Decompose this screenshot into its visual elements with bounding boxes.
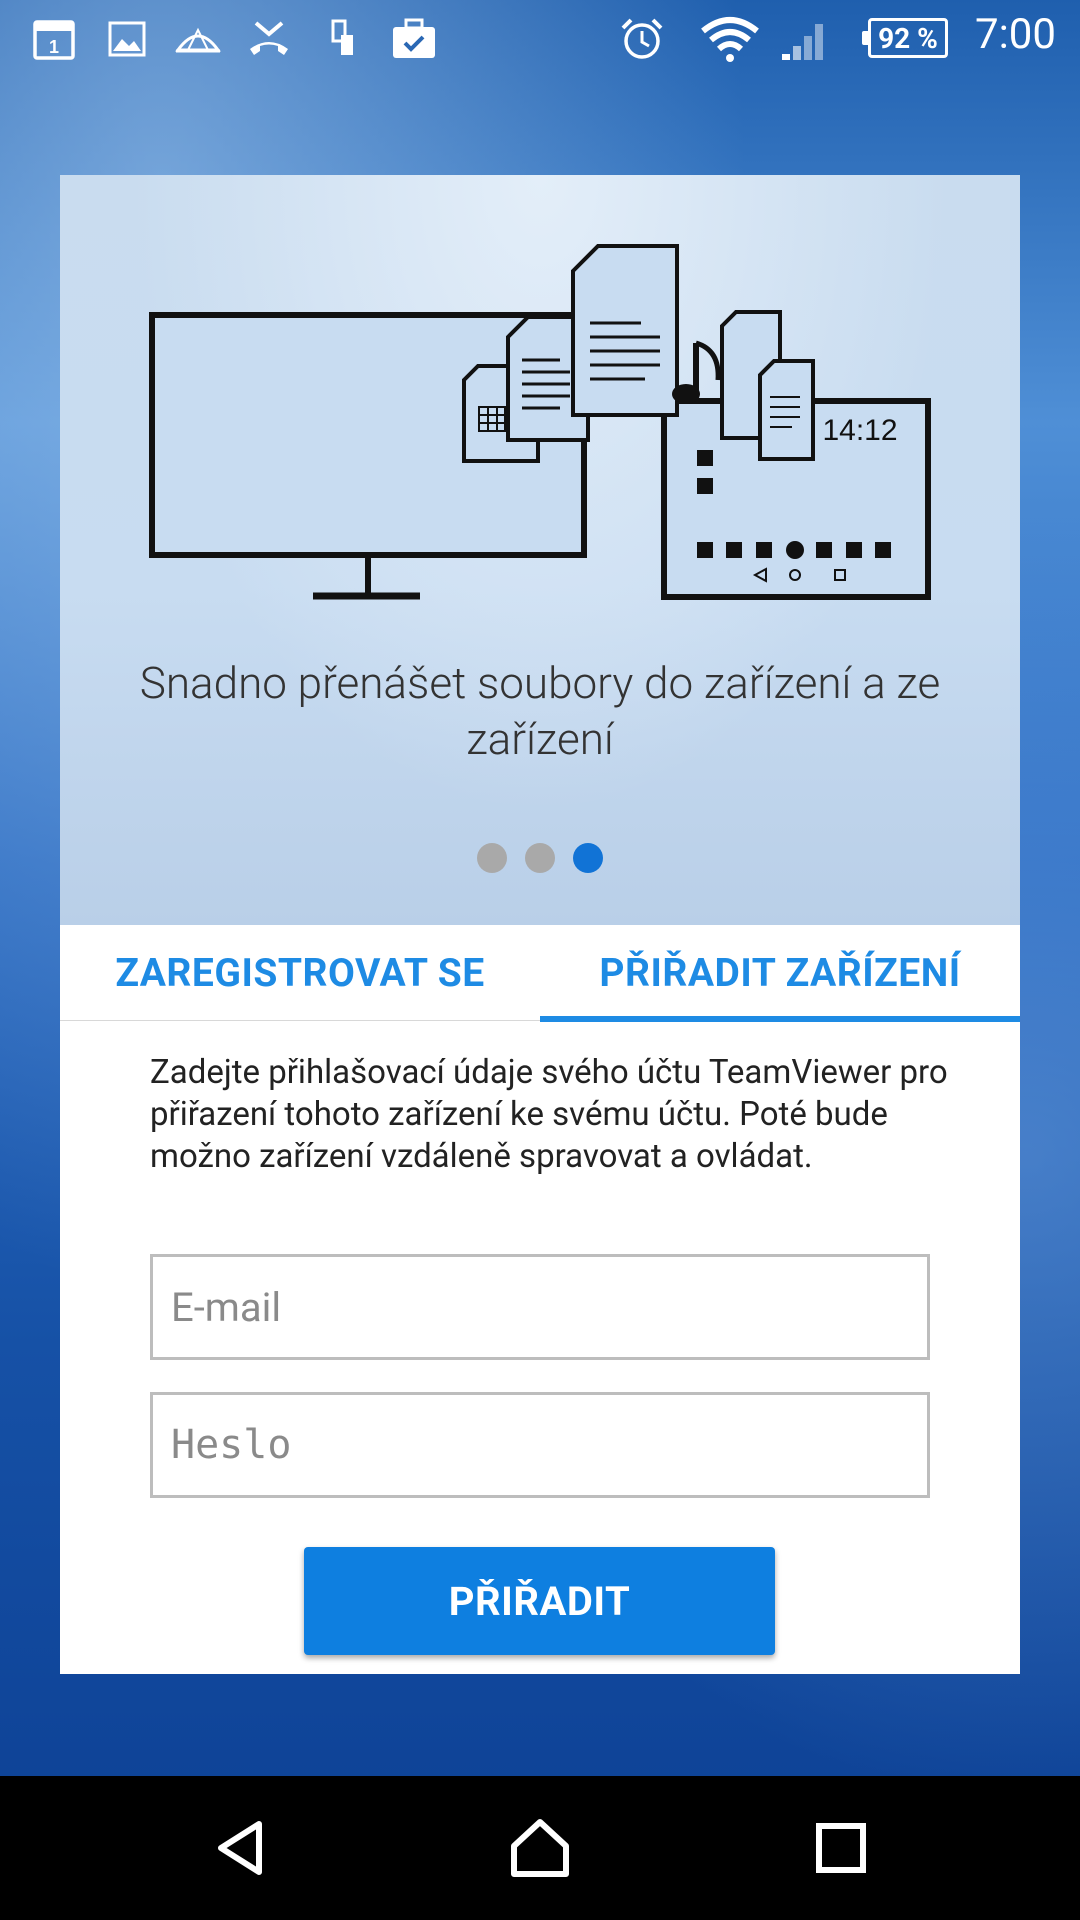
back-button[interactable] — [171, 1776, 311, 1920]
alarm-icon — [618, 16, 666, 62]
recents-icon — [813, 1820, 869, 1876]
file-transfer-illustration — [60, 175, 1020, 635]
gallery-icon — [104, 16, 150, 62]
page-dot-3-active[interactable] — [573, 843, 603, 873]
wifi-icon — [698, 16, 762, 62]
tab-assign-device[interactable]: PŘIŘADIT ZAŘÍZENÍ — [540, 925, 1020, 1021]
battery-icon — [868, 18, 948, 58]
calendar-icon — [30, 16, 78, 62]
status-time: 7:00 — [975, 10, 1056, 59]
cloud-icon — [172, 16, 224, 62]
assign-description: Zadejte přihlašovací údaje svého účtu TeamViewer pro přiřazení tohoto zařízení ke svému účtu. Poté bude možno zařízení vzdáleně spravovat a ovládat. — [150, 1053, 948, 1176]
briefcase-check-icon — [390, 16, 438, 62]
tab-register[interactable]: ZAREGISTROVAT SE — [115, 950, 485, 996]
navigation-bar — [0, 1776, 1080, 1920]
signal-icon — [778, 16, 830, 62]
sim-icon — [326, 16, 360, 62]
password-field[interactable] — [150, 1392, 930, 1498]
status-bar — [0, 0, 1080, 78]
home-button[interactable] — [470, 1776, 610, 1920]
device-clock: 14:12 — [822, 414, 898, 447]
page-dot-2[interactable] — [525, 843, 555, 873]
home-icon — [508, 1816, 572, 1880]
battery-level: 92 % — [878, 21, 938, 55]
calendar-day: 1 — [48, 37, 60, 57]
feature-carousel[interactable] — [60, 175, 1020, 925]
password-placeholder: Heslo — [171, 1422, 292, 1468]
carousel-caption: Snadno přenášet soubory do zařízení a ze zařízení — [139, 657, 941, 765]
page-dot-1[interactable] — [477, 843, 507, 873]
missed-call-icon — [244, 16, 294, 62]
recents-button[interactable] — [771, 1776, 911, 1920]
tab-bar — [60, 925, 1020, 1021]
email-placeholder: E-mail — [171, 1283, 282, 1331]
email-field[interactable] — [150, 1254, 930, 1360]
back-icon — [211, 1818, 271, 1878]
onboarding-card — [60, 175, 1020, 1674]
assign-button[interactable]: PŘIŘADIT — [304, 1547, 775, 1655]
